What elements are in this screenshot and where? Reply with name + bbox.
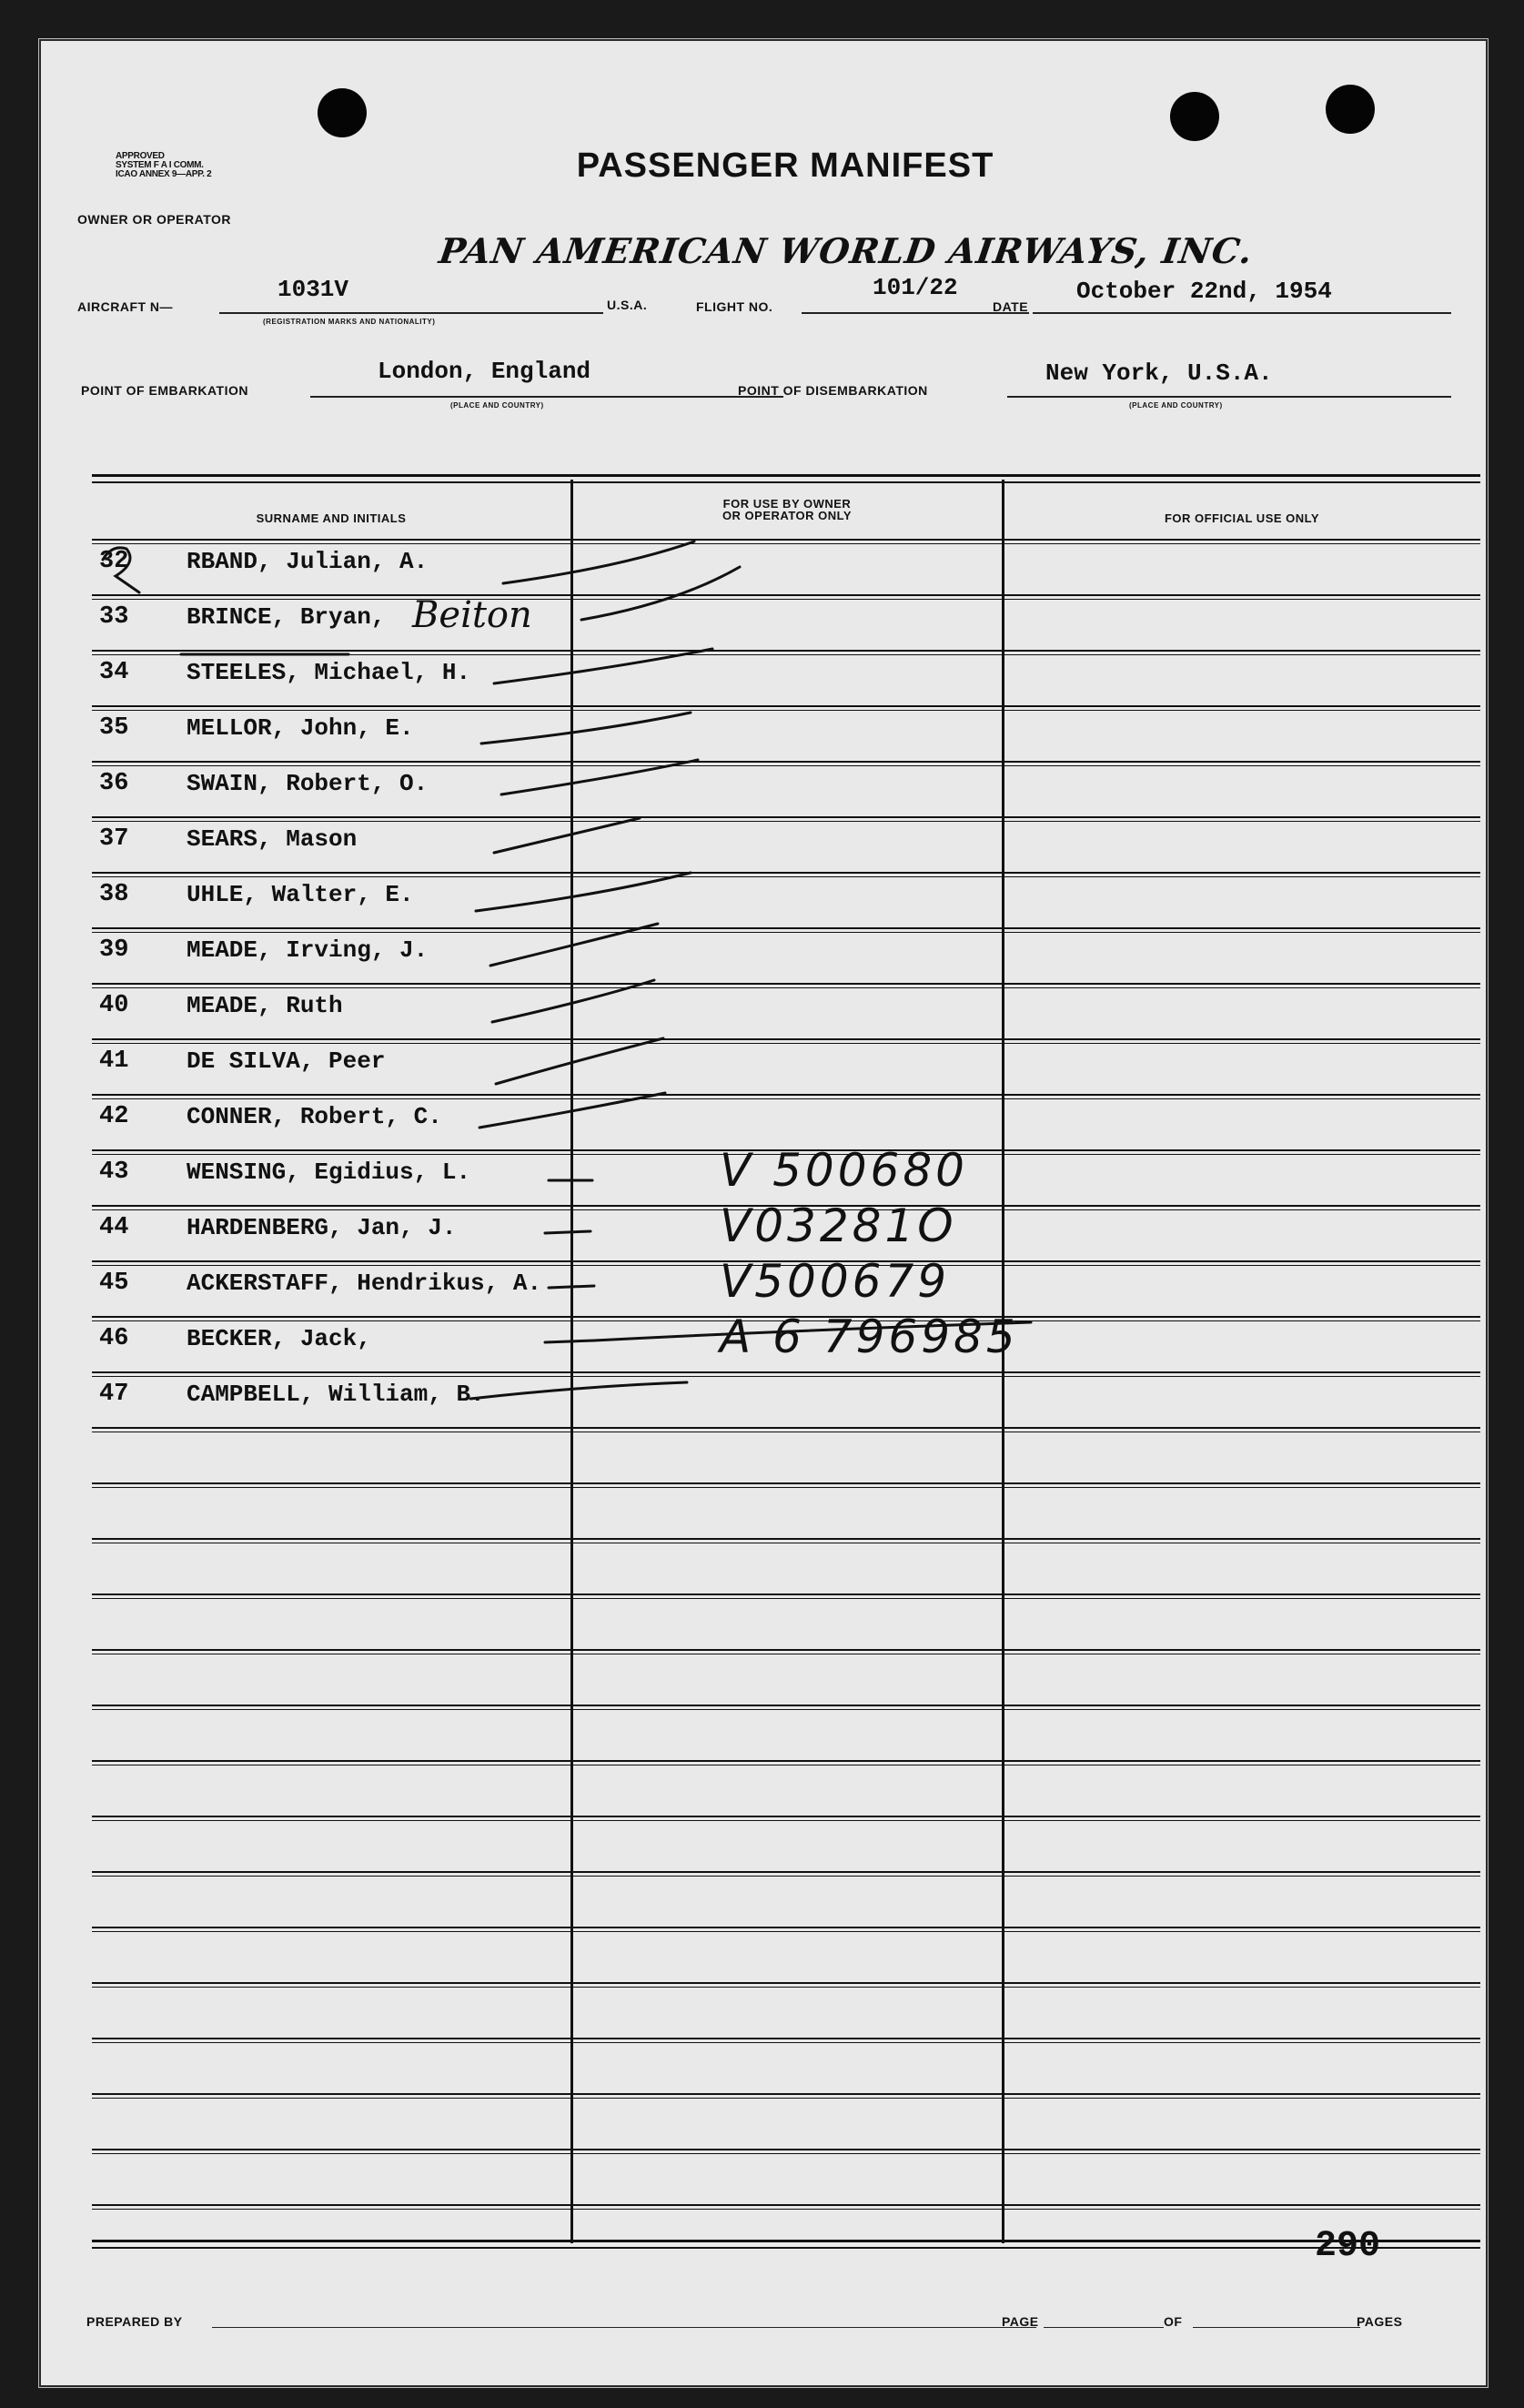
row-number: 32 bbox=[99, 548, 129, 575]
row-number: 34 bbox=[99, 659, 129, 686]
passenger-name: RBAND, Julian, A. bbox=[187, 548, 429, 575]
date-label: DATE bbox=[993, 299, 1029, 314]
check-stroke bbox=[494, 649, 712, 683]
check-stroke bbox=[581, 567, 740, 620]
passenger-name: BECKER, Jack, bbox=[187, 1325, 371, 1352]
page-line bbox=[1044, 2327, 1164, 2328]
of-label: OF bbox=[1164, 2314, 1183, 2329]
row-number: 41 bbox=[99, 1047, 129, 1075]
passenger-name: DE SILVA, Peer bbox=[187, 1047, 386, 1075]
passenger-name: SWAIN, Robert, O. bbox=[187, 770, 429, 797]
check-stroke bbox=[490, 924, 658, 966]
registration-caption: (REGISTRATION MARKS AND NATIONALITY) bbox=[263, 318, 436, 326]
owner-use-header-line: OR OPERATOR ONLY bbox=[722, 509, 853, 522]
check-stroke bbox=[501, 760, 698, 794]
passenger-name: CONNER, Robert, C. bbox=[187, 1103, 442, 1130]
prepared-by-line bbox=[212, 2327, 1036, 2328]
approval-line: APPROVED bbox=[116, 151, 165, 161]
check-stroke bbox=[470, 1382, 687, 1399]
row-number: 33 bbox=[99, 603, 129, 631]
approval-line: SYSTEM F A I COMM. bbox=[116, 160, 204, 170]
handwritten-mark bbox=[103, 548, 139, 592]
check-stroke bbox=[494, 818, 640, 853]
surname-header: SURNAME AND INITIALS bbox=[256, 511, 407, 525]
check-stroke bbox=[492, 980, 654, 1022]
passenger-name: ACKERSTAFF, Hendrikus, A. bbox=[187, 1270, 542, 1297]
disembark-caption: (PLACE AND COUNTRY) bbox=[1129, 401, 1223, 410]
passenger-name: STEELES, Michael, H. bbox=[187, 659, 471, 686]
passenger-name: UHLE, Walter, E. bbox=[187, 881, 414, 908]
flight-label: FLIGHT NO. bbox=[696, 299, 773, 314]
row-number: 35 bbox=[99, 714, 129, 742]
document-number: A 6 796985 bbox=[720, 1310, 1019, 1363]
disembark-label: POINT OF DISEMBARKATION bbox=[738, 383, 928, 398]
row-number: 38 bbox=[99, 881, 129, 908]
passenger-name: BRINCE, Bryan, bbox=[187, 603, 386, 631]
disembark-place: New York, U.S.A. bbox=[1045, 359, 1273, 387]
aircraft-label: AIRCRAFT N— bbox=[77, 299, 174, 314]
passenger-name: MELLOR, John, E. bbox=[187, 714, 414, 742]
row-number: 37 bbox=[99, 825, 129, 853]
row-number: 46 bbox=[99, 1325, 129, 1352]
page-stamp: 290 bbox=[1315, 2226, 1381, 2267]
document-number: V500679 bbox=[720, 1255, 951, 1308]
row-number: 43 bbox=[99, 1158, 129, 1186]
row-number: 45 bbox=[99, 1270, 129, 1297]
operator-name: PAN AMERICAN WORLD AIRWAYS, INC. bbox=[436, 230, 1257, 271]
check-stroke bbox=[479, 1093, 665, 1128]
page-label: PAGE bbox=[1002, 2314, 1039, 2329]
check-stroke bbox=[476, 873, 691, 911]
check-stroke bbox=[503, 541, 694, 583]
document-number: V 500680 bbox=[720, 1144, 968, 1197]
row-number: 47 bbox=[99, 1381, 129, 1408]
dash-stroke bbox=[545, 1231, 590, 1233]
owner-label: OWNER OR OPERATOR bbox=[77, 212, 231, 227]
passenger-name: CAMPBELL, William, B. bbox=[187, 1381, 485, 1408]
embark-label: POINT OF EMBARKATION bbox=[81, 383, 248, 398]
form-title: PASSENGER MANIFEST bbox=[576, 147, 994, 185]
dash-stroke bbox=[545, 1322, 1031, 1342]
embark-place: London, England bbox=[378, 358, 591, 385]
dash-stroke bbox=[549, 1286, 594, 1288]
embark-caption: (PLACE AND COUNTRY) bbox=[450, 401, 544, 410]
approval-line: ICAO ANNEX 9—APP. 2 bbox=[116, 169, 212, 179]
check-stroke bbox=[496, 1038, 663, 1084]
passenger-name: WENSING, Egidius, L. bbox=[187, 1158, 471, 1186]
handwritten-strokes bbox=[39, 39, 1488, 2387]
flight-date: October 22nd, 1954 bbox=[1076, 278, 1332, 305]
passenger-name: HARDENBERG, Jan, J. bbox=[187, 1214, 457, 1241]
passenger-name: SEARS, Mason bbox=[187, 825, 358, 853]
check-stroke bbox=[481, 713, 691, 744]
prepared-by-label: PREPARED BY bbox=[86, 2314, 183, 2329]
passenger-name: MEADE, Irving, J. bbox=[187, 936, 429, 964]
owner-use-header-line: FOR USE BY OWNER bbox=[722, 497, 852, 511]
of-line bbox=[1193, 2327, 1360, 2328]
flight-number: 101/22 bbox=[873, 274, 958, 301]
usa-label: U.S.A. bbox=[607, 298, 648, 312]
manifest-sheet bbox=[38, 38, 1489, 2388]
handwritten-alias: Beiton bbox=[412, 594, 532, 636]
passenger-name: MEADE, Ruth bbox=[187, 992, 343, 1019]
row-number: 44 bbox=[99, 1214, 129, 1241]
row-number: 39 bbox=[99, 936, 129, 964]
document-number: V03281O bbox=[720, 1199, 957, 1252]
row-number: 36 bbox=[99, 770, 129, 797]
pages-label: PAGES bbox=[1357, 2314, 1403, 2329]
aircraft-number: 1031V bbox=[278, 276, 349, 303]
official-use-header: FOR OFFICIAL USE ONLY bbox=[1164, 511, 1320, 525]
row-number: 40 bbox=[99, 992, 129, 1019]
row-number: 42 bbox=[99, 1103, 129, 1130]
